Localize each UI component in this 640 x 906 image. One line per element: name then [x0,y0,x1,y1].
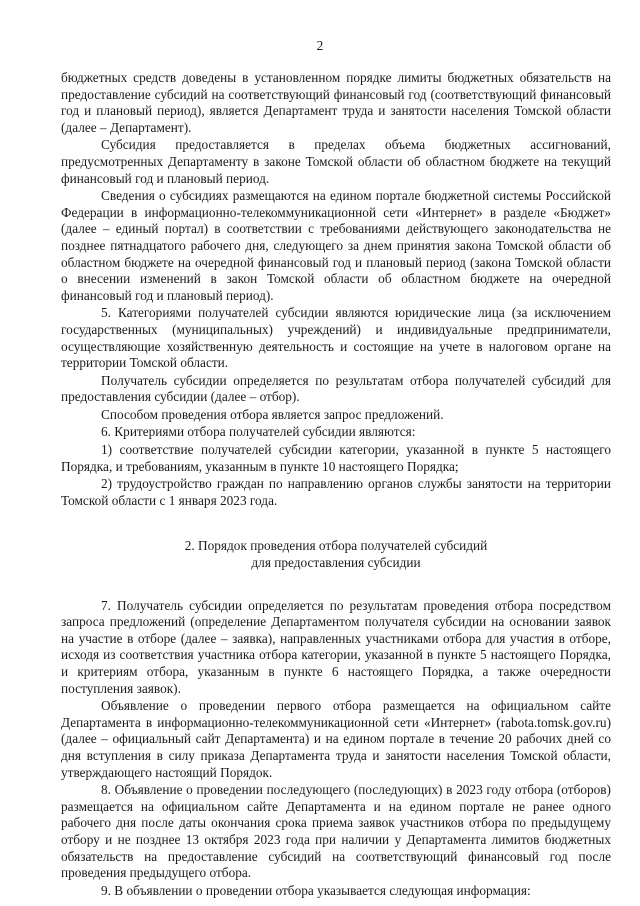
paragraph: Сведения о субсидиях размещаются на едином портале бюджетной системы Российской Федерации в информационно-телекоммуникационной сети «Интернет» в разделе «Бюджет» (далее – единый портал) в соответствии с требованиями действующего законодательства не позднее пятнадцатого рабочего дня, следующего за днем принятия закона Томской области об областном бюджете на очередной финансовый год и плановый период (закона Томской области о внесении изменений в закон Томской области об областном бюджете на очередной финансовый год и плановый период). [61,188,611,303]
paragraph: 7. Получатель субсидии определяется по результатам проведения отбора посредством запроса предложений (определение Департаментом получателя субсидии на основании заявок на участие в отборе (далее – заявка), направленных участниками отбора для участия в отборе, исходя из соответствия участника отбора категории, указанной в пункте 5 настоящего Порядка, и критериям отбора, указанным в пункте 6 настоящего Порядка, а также очередности поступления заявок). [61,597,611,696]
paragraph: 8. Объявление о проведении последующего (последующих) в 2023 году отбора (отборов) размещается на официальном сайте Департамента и на едином портале не ранее одного рабочего дня после даты окончания срока приема заявок участников отбора по предыдущему отбору и не позднее 13 октября 2023 года при наличии у Департамента лимитов бюджетных обязательств на предоставление субсидий на соответствующий финансовый год после проведения предыдущего отбора. [61,782,611,881]
paragraph: Получатель субсидии определяется по результатам отбора получателей субсидий для предоставления субсидии (далее – отбор). [61,372,611,405]
paragraphs-before-heading [61,70,611,509]
document-body [61,69,611,899]
paragraphs-after-heading [61,598,611,900]
paragraph: Субсидия предоставляется в пределах объема бюджетных ассигнований, предусмотренных Департаменту в законе Томской области об областном бюджете на текущий финансовый год и плановый период. [61,137,611,186]
paragraph: Объявление о проведении первого отбора размещается на официальном сайте Департамента в информационно-телекоммуникационной сети «Интернет» (rabota.tomsk.gov.ru) (далее – официальный сайт Департамента) и на едином портале в течение 20 рабочих дней со дня вступления в силу приказа Департамента труда и занятости населения Томской области, утверждающего настоящий Порядок. [61,698,611,780]
paragraph: бюджетных средств доведены в установленном порядке лимиты бюджетных обязательств на предоставление субсидий на соответствующий финансовый год (соответствующий финансовый год и плановый период), является Департамент труда и занятости населения Томской области (далее – Департамент). [61,70,611,135]
section-heading-line-1: 2. Порядок проведения отбора получателей субсидий [184,538,488,554]
page-number: 2 [316,38,324,53]
paragraph: Способом проведения отбора является запрос предложений. [101,406,444,422]
paragraph: 1) соответствие получателей субсидии категории, указанной в пункте 5 настоящего Порядка, и требованиям, указанным в пункте 10 настоящего Порядка; [61,442,611,474]
paragraph: 5. Категориями получателей субсидии являются юридические лица (за исключением государственных (муниципальных) учреждений) и индивидуальные предприниматели, осуществляющие хозяйственную деятельность и состоящие на учете в налоговом органе на территории Томской области. [61,305,611,371]
paragraph: 2) трудоустройство граждан по направлению органов службы занятости на территории Томской области с 1 января 2023 года. [61,476,611,508]
section-heading-line-2: для предоставления субсидии [251,555,421,571]
paragraph: 6. Критериями отбора получателей субсидии являются: [101,424,416,440]
paragraph: 9. В объявлении о проведении отбора указывается следующая информация: [101,882,531,898]
